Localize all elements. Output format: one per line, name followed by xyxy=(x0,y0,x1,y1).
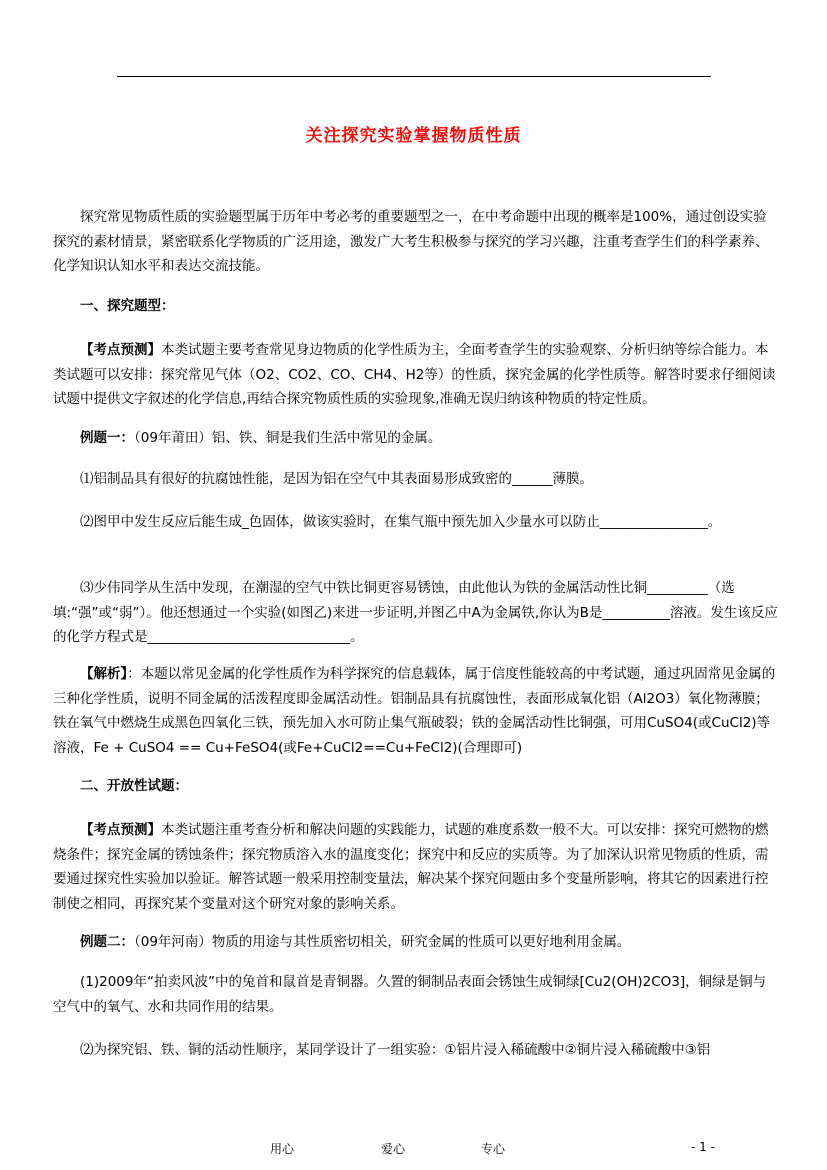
example2-text: （09年河南）物质的用途与其性质密切相关，研究金属的性质可以更好地利用金属。 xyxy=(134,934,631,950)
kaodian-text: 本类试题注重考查分析和解决问题的实践能力，试题的难度系数一般不大。可以安排：探究可燃物的燃烧条件；探究金属的锈蚀条件；探究物质溶入水的温度变化；探究中和反应的实质等。为了加深认识常见物质的性质，需要通过探究性实验加以验证。解答试题一般采用控制变量法，解决某个探究问题由多个变量所影响，将其它的因素进行控制使之相同，再探究某个变量对这个研究对象的影响关系。 xyxy=(53,822,769,912)
header-rule xyxy=(117,76,711,77)
jiexi-paragraph xyxy=(53,662,778,760)
footer-right-text: 专心 xyxy=(481,1142,506,1156)
jiexi-label: 【解析】 xyxy=(80,666,128,682)
example1-label: 例题一： xyxy=(80,430,134,446)
example1-question1: ⑴铝制品具有很好的抗腐蚀性能，是因为铝在空气中其表面易形成致密的______薄膜。 xyxy=(80,471,593,487)
example2-question1: (1)2009年“拍卖风波”中的兔首和鼠首是青铜器。久置的铜制品表面会锈蚀生成铜绿[Cu2(OH)2CO3]，铜绿是铜与空气中的氧气、水和共同作用的结果。 xyxy=(53,974,767,1015)
intro-paragraph: 探究常见物质性质的实验题型属于历年中考必考的重要题型之一，在中考命题中出现的概率是100%，通过创设实验探究的素材情景，紧密联系化学物质的广泛用途，激发广大考生积极参与探究的学习兴趣，注重考查学生们的科学素养、化学知识认知水平和表达交流技能。 xyxy=(53,209,769,274)
section1-heading: 一、探究题型： xyxy=(80,298,175,314)
example1-question2: ⑵图甲中发生反应后能生成_色固体，做该实验时，在集气瓶中预先加入少量水可以防止________________。 xyxy=(80,514,722,530)
section2-heading: 二、开放性试题： xyxy=(80,778,188,794)
page-number: - 1 - xyxy=(691,1140,715,1154)
example1-text: （09年莆田）铝、铁、铜是我们生活中常见的金属。 xyxy=(134,430,442,446)
footer-left-text: 用心 xyxy=(270,1142,295,1156)
kaodian-label: 【考点预测】 xyxy=(80,822,161,838)
example1-paragraph xyxy=(53,426,778,451)
example2-paragraph xyxy=(53,930,778,955)
jiexi-text: ：本题以常见金属的化学性质作为科学探究的信息载体，属于信度性能较高的中考试题，通过巩固常见金属的三种化学性质，说明不同金属的活泼程度即金属活动性。铝制品具有抗腐蚀性，表面形成氧化铝（Al2O3）氧化物薄膜；铁在氧气中燃烧生成黑色四氧化三铁，预先加入水可防止集气瓶破裂；铁的金属活动性比铜强，可用CuSO4(或CuCl2)等溶液，Fe + CuSO4 == Cu+FeSO4(或Fe+CuCl2==Cu+FeCl2)(合理即可) xyxy=(53,666,776,756)
footer-middle-text: 爱心 xyxy=(381,1142,406,1156)
example2-label: 例题二： xyxy=(80,934,134,950)
section1-kaodian-paragraph xyxy=(53,338,778,412)
section2-kaodian-paragraph xyxy=(53,818,778,916)
kaodian-label: 【考点预测】 xyxy=(80,342,161,358)
example1-question3: ⑶少伟同学从生活中发现，在潮湿的空气中铁比铜更容易锈蚀，由此他认为铁的金属活动性比铜_________（选填:“强”或“弱”）。他还想通过一个实验(如图乙)来进一步证明,并图乙中A为金属铁,你认为B是__________溶液。发生该反应的化学方程式是______________________________。 xyxy=(53,580,778,645)
example2-question2: ⑵为探究铝、铁、铜的活动性顺序，某同学设计了一组实验：①铝片浸入稀硫酸中②铜片浸入稀硫酸中③铝 xyxy=(80,1042,711,1058)
document-title: 关注探究实验掌握物质性质 xyxy=(305,126,522,146)
kaodian-text: 本类试题主要考查常见身边物质的化学性质为主，全面考查学生的实验观察、分析归纳等综合能力。本类试题可以安排：探究常见气体（O2、CO2、CO、CH4、H2等）的性质，探究金属的化学性质等。解答时要求仔细阅读试题中提供文字叙述的化学信息,再结合探究物质性质的实验现象,准确无误归纳该种物质的特定性质。 xyxy=(53,342,776,407)
